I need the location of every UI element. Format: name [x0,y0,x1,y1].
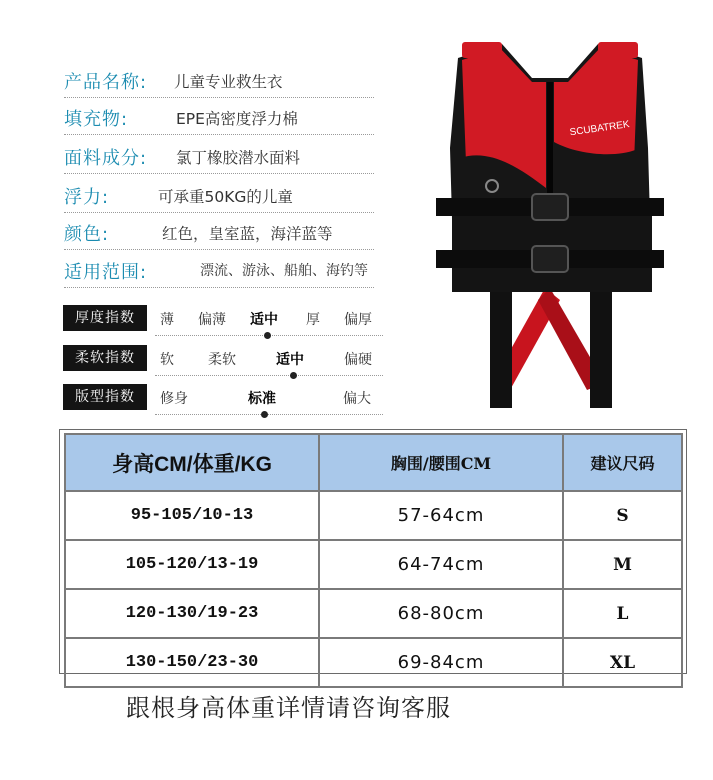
cell-height-weight: 120-130/19-23 [65,589,319,638]
dotted-divider [64,287,374,288]
cell-height-weight: 95-105/10-13 [65,491,319,540]
spec-row-buoyancy [64,181,374,213]
shoulder-right [598,42,638,58]
header-chest-waist: 胸围/腰围CM [319,434,563,491]
table-row [65,638,682,687]
table-header-row [65,434,682,491]
spec-label: 产品名称: [64,72,148,93]
softness-index [63,345,383,371]
spec-value: 红色，皇室蓝，海洋蓝等 [162,225,333,243]
cell-size: XL [563,638,682,687]
spec-value: 氯丁橡胶潜水面料 [176,149,301,167]
spec-value: EPE高密度浮力棉 [176,110,298,128]
index-label: 厚度指数 [63,305,147,331]
index-label: 版型指数 [63,384,147,410]
index-option: 偏厚 [344,312,372,328]
spec-row-name [64,66,374,98]
index-option: 柔软 [208,352,236,368]
cell-chest-waist: 68-80cm [319,589,563,638]
index-option-selected: 适中 [250,312,278,328]
cell-chest-waist: 57-64cm [319,491,563,540]
table-row [65,491,682,540]
spec-row-fabric [64,142,374,174]
index-option: 偏硬 [344,352,372,368]
spec-label: 浮力: [64,187,110,208]
spec-label: 适用范围: [64,262,148,283]
index-option: 薄 [160,312,174,328]
index-option: 修身 [160,391,188,407]
dotted-scale [155,375,383,376]
cell-height-weight: 130-150/23-30 [65,638,319,687]
spec-label: 填充物: [64,109,129,130]
spec-row-filling [64,103,374,135]
spec-value: 可承重50KG的儿童 [158,188,293,206]
size-table [64,433,683,688]
index-option: 偏大 [343,391,371,407]
spec-row-color [64,218,374,250]
size-chart [59,429,687,674]
index-option-selected: 适中 [276,352,304,368]
dotted-scale [155,414,383,415]
index-option-selected: 标准 [248,391,276,407]
buckle-chest [532,194,568,220]
dotted-divider [64,249,374,250]
footer-note: 跟根身高体重详情请咨询客服 [126,694,451,722]
header-height-weight: 身高CM/体重/KG [65,434,319,491]
brand-print: SCUBATREK [568,119,631,139]
spec-label: 颜色: [64,224,110,245]
cell-height-weight: 105-120/13-19 [65,540,319,589]
spec-row-usage [64,256,374,288]
index-option: 软 [160,352,174,368]
leg-strap-left [490,278,512,408]
cell-size: S [563,491,682,540]
spec-value: 儿童专业救生衣 [174,73,283,91]
table-row [65,589,682,638]
dotted-divider [64,134,374,135]
fit-index [63,384,383,410]
index-option: 偏薄 [198,312,226,328]
thickness-index [63,305,383,331]
cell-size: M [563,540,682,589]
spec-label: 面料成分: [64,148,148,169]
leg-strap-right [590,278,612,408]
table-row [65,540,682,589]
index-option: 厚 [306,312,320,328]
buckle-waist [532,246,568,272]
cell-chest-waist: 69-84cm [319,638,563,687]
selected-marker [290,372,297,379]
dotted-divider [64,173,374,174]
selected-marker [264,332,271,339]
dotted-divider [64,97,374,98]
spec-value: 漂流、游泳、船舶、海钓等 [200,263,368,279]
dotted-divider [64,212,374,213]
cell-size: L [563,589,682,638]
header-size: 建议尺码 [563,434,682,491]
selected-marker [261,411,268,418]
cell-chest-waist: 64-74cm [319,540,563,589]
shoulder-left [462,42,502,58]
life-vest-image [430,38,670,418]
index-label: 柔软指数 [63,345,147,371]
